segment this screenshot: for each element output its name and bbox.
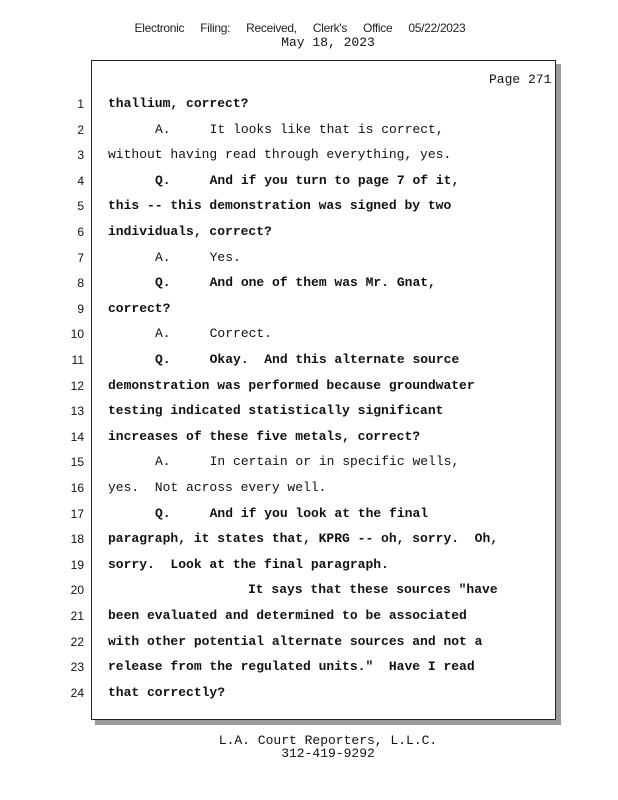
transcript-line bbox=[0, 504, 560, 524]
transcript-line bbox=[0, 273, 560, 293]
transcript-line bbox=[0, 94, 560, 114]
line-number: 7 bbox=[77, 250, 84, 265]
transcript-line bbox=[0, 376, 560, 396]
line-number: 16 bbox=[70, 481, 84, 495]
line-number: 8 bbox=[77, 276, 84, 291]
line-number: 12 bbox=[70, 378, 84, 393]
line-text: individuals, correct? bbox=[108, 224, 272, 239]
line-text: Q. And one of them was Mr. Gnat, bbox=[155, 275, 436, 291]
line-number: 23 bbox=[70, 660, 84, 675]
line-number: 4 bbox=[77, 173, 84, 188]
line-text: without having read through everything, yes. bbox=[108, 147, 452, 163]
line-text: increases of these five metals, correct? bbox=[108, 428, 421, 444]
line-number: 13 bbox=[70, 404, 84, 419]
line-text: A. Yes. bbox=[155, 249, 241, 265]
transcript-line bbox=[0, 632, 560, 652]
line-text: A. It looks like that is correct, bbox=[155, 121, 444, 137]
line-text: paragraph, it states that, KPRG -- oh, sorry. Oh, bbox=[108, 531, 499, 547]
transcript-line bbox=[0, 529, 560, 549]
line-text: Q. And if you look at the final bbox=[155, 505, 429, 521]
stamp-date: 05/22/2023 bbox=[408, 21, 466, 35]
line-number: 9 bbox=[77, 301, 84, 316]
transcript-line bbox=[0, 324, 560, 344]
line-text: Q. Okay. And this alternate source bbox=[155, 352, 460, 367]
line-text: thallium, correct? bbox=[108, 96, 249, 111]
transcript-line bbox=[0, 196, 560, 216]
stamp-office: Office bbox=[363, 21, 393, 35]
line-number: 10 bbox=[70, 327, 84, 342]
line-number: 3 bbox=[77, 148, 84, 163]
stamp-received: Received, bbox=[246, 21, 297, 35]
stamp-electronic: Electronic bbox=[134, 21, 185, 35]
transcript-line bbox=[0, 299, 560, 319]
line-text: It says that these sources "have bbox=[248, 582, 498, 598]
line-text: A. Correct. bbox=[155, 326, 273, 342]
transcript-line bbox=[0, 683, 560, 703]
line-text: sorry. Look at the final paragraph. bbox=[108, 556, 389, 572]
line-text: yes. Not across every well. bbox=[108, 480, 327, 495]
line-text: Q. And if you turn to page 7 of it, bbox=[155, 172, 460, 188]
transcript-line bbox=[0, 606, 560, 626]
transcript-line bbox=[0, 657, 560, 677]
line-number: 6 bbox=[77, 225, 84, 239]
line-number: 5 bbox=[77, 199, 84, 214]
line-number: 20 bbox=[70, 583, 84, 598]
line-text: demonstration was performed because groundwater bbox=[108, 377, 475, 393]
line-number: 1 bbox=[77, 97, 84, 111]
page-number: Page 271 bbox=[489, 72, 552, 87]
line-number: 24 bbox=[70, 685, 84, 700]
line-number: 18 bbox=[70, 532, 84, 547]
transcript-line bbox=[0, 555, 560, 575]
deposition-date: May 18, 2023 bbox=[281, 35, 375, 50]
line-text: been evaluated and determined to be associated bbox=[108, 608, 467, 623]
reporter-phone: 312-419-9292 bbox=[281, 746, 375, 761]
transcript-line bbox=[0, 580, 560, 600]
line-text: with other potential alternate sources and not a bbox=[108, 633, 483, 649]
transcript-line bbox=[0, 248, 560, 268]
line-text: A. In certain or in specific wells, bbox=[155, 454, 460, 470]
line-number: 2 bbox=[77, 122, 84, 137]
line-number: 15 bbox=[70, 455, 84, 470]
filing-stamp bbox=[0, 21, 600, 35]
transcript-line bbox=[0, 171, 560, 191]
transcript-line bbox=[0, 350, 560, 370]
line-text: this -- this demonstration was signed by two bbox=[108, 198, 452, 214]
transcript-line bbox=[0, 401, 560, 421]
line-number: 19 bbox=[70, 557, 84, 572]
reporter-company: L.A. Court Reporters, L.L.C. bbox=[218, 733, 438, 748]
stamp-filing: Filing: bbox=[200, 21, 231, 35]
line-number: 14 bbox=[70, 429, 84, 444]
line-text: testing indicated statistically significant bbox=[108, 403, 444, 419]
transcript-line bbox=[0, 478, 560, 498]
transcript-line bbox=[0, 452, 560, 472]
transcript-line bbox=[0, 222, 560, 242]
transcript-line bbox=[0, 145, 560, 165]
line-text: release from the regulated units." Have I read bbox=[108, 659, 475, 675]
transcript-line bbox=[0, 427, 560, 447]
line-text: correct? bbox=[108, 300, 171, 316]
transcript-line bbox=[0, 120, 560, 140]
line-number: 11 bbox=[71, 353, 84, 367]
stamp-clerks: Clerk's bbox=[312, 21, 348, 35]
line-number: 22 bbox=[70, 634, 84, 649]
line-number: 21 bbox=[70, 609, 84, 623]
line-text: that correctly? bbox=[108, 684, 226, 700]
line-number: 17 bbox=[70, 506, 84, 521]
